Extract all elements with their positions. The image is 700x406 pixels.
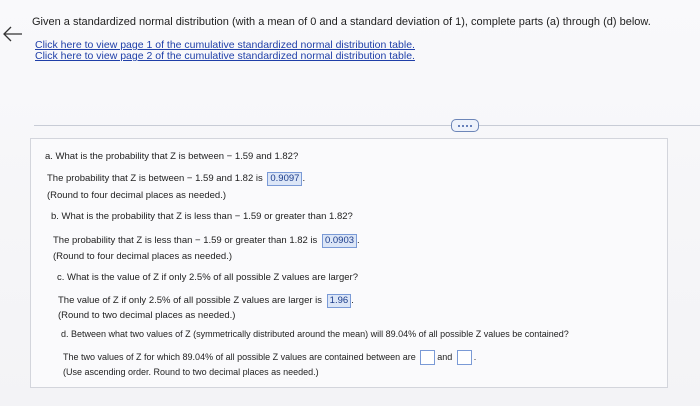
table-page-1-link[interactable]: Click here to view page 1 of the cumulative standardized normal distribution table. (35, 39, 415, 51)
part-b-question: b. What is the probability that Z is less than − 1.59 or greater than 1.82? (51, 211, 353, 222)
part-b-answer-line (53, 234, 360, 248)
part-d-note: (Use ascending order. Round to two decimal places as needed.) (63, 367, 319, 377)
part-c-answer-line (58, 294, 354, 308)
table-page-2-link[interactable]: Click here to view page 2 of the cumulative standardized normal distribution table. (35, 50, 415, 62)
part-b-answer-suffix: . (357, 235, 360, 246)
part-d-upper-input[interactable] (457, 350, 472, 365)
part-a-answer-line (47, 172, 305, 186)
more-options-icon[interactable] (451, 119, 479, 132)
part-c-answer-prefix: The value of Z if only 2.5% of all possible Z values are larger is (58, 295, 323, 306)
part-c-question: c. What is the value of Z if only 2.5% of all possible Z values are larger? (57, 272, 358, 283)
part-a-answer-suffix: . (302, 173, 306, 184)
part-b-answer-prefix: The probability that Z is less than − 1.59 or greater than 1.82 is (53, 235, 318, 246)
part-c-answer-suffix: . (351, 295, 354, 306)
part-d-question: d. Between what two values of Z (symmetrically distributed around the mean) will 89.04% of all possible Z values be contained? (61, 329, 569, 339)
part-c-note: (Round to two decimal places as needed.) (58, 310, 236, 321)
part-a-question: a. What is the probability that Z is between − 1.59 and 1.82? (45, 151, 299, 162)
part-d-answer-suffix: . (473, 351, 477, 362)
part-d-answer-prefix: The two values of Z for which 89.04% of all possible Z values are contained between are (63, 351, 416, 362)
part-b-note: (Round to four decimal places as needed.) (53, 251, 233, 262)
divider (34, 125, 700, 126)
part-c-answer-box[interactable]: 1.96 (327, 294, 352, 308)
part-a-answer-box[interactable]: 0.9097 (267, 172, 302, 186)
part-a-note: (Round to four decimal places as needed.) (47, 190, 227, 201)
part-d-lower-input[interactable] (420, 350, 435, 365)
part-b-answer-box[interactable]: 0.0903 (322, 234, 357, 248)
back-arrow-icon[interactable] (2, 24, 24, 44)
part-d-answer-mid: and (437, 351, 453, 362)
part-d-answer-line (63, 350, 476, 365)
part-a-answer-prefix: The probability that Z is between − 1.59 and 1.82 is (47, 173, 263, 184)
question-text: Given a standardized normal distribution (with a mean of 0 and a standard deviation of 1), complete parts (a) through (d) below. (32, 16, 651, 28)
